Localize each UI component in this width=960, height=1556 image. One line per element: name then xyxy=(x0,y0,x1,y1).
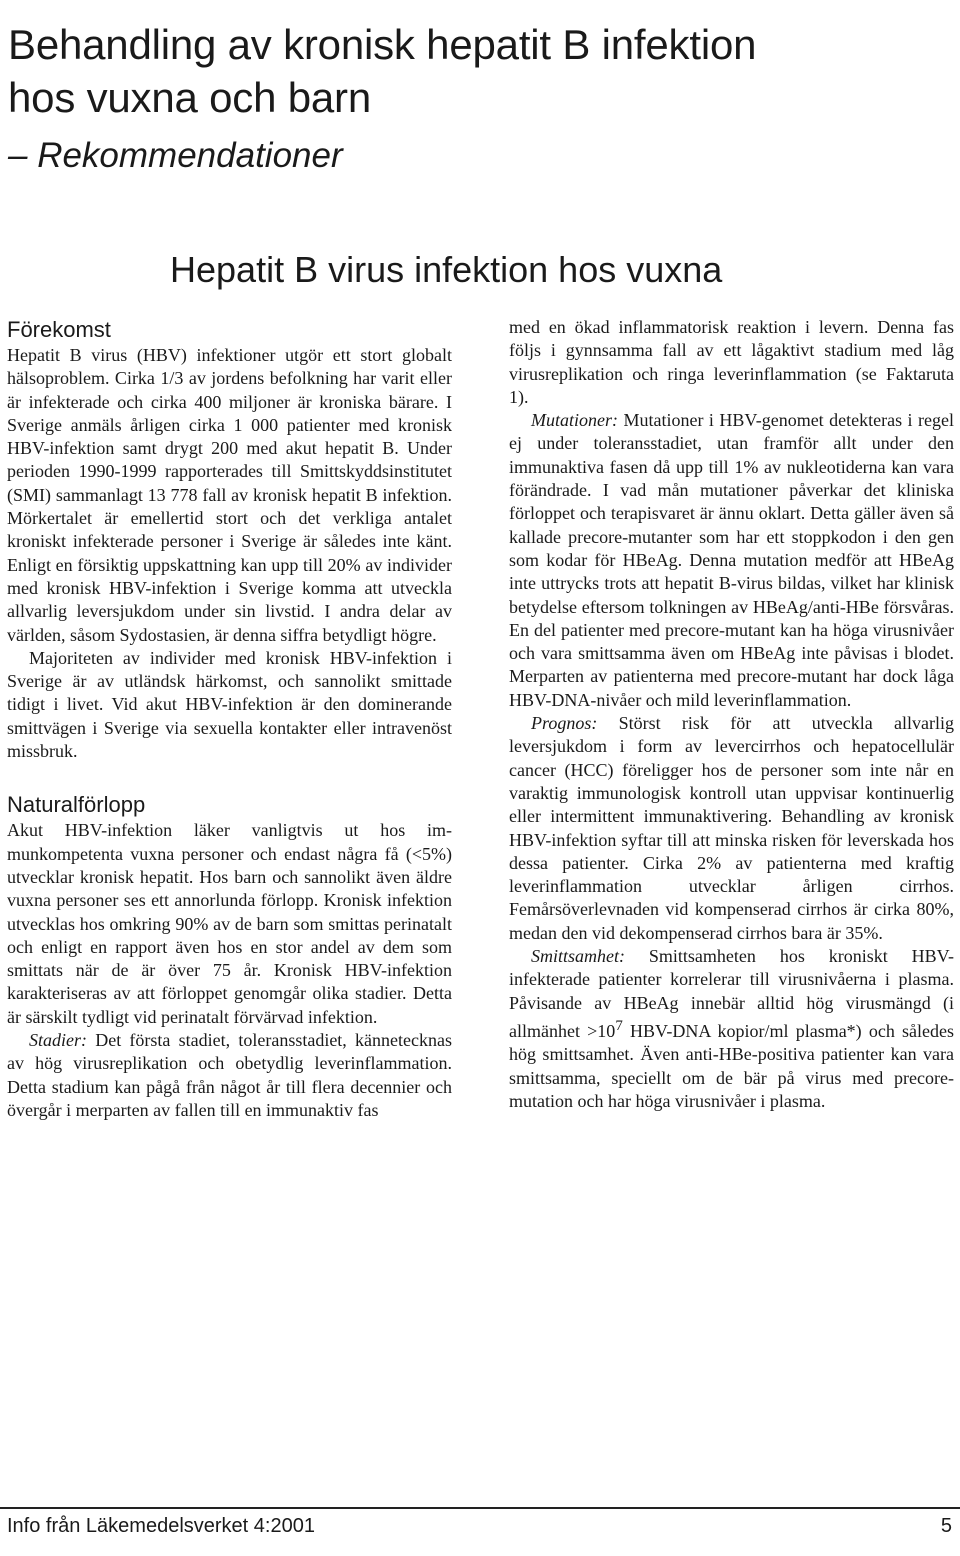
stadier-text: Det första stadiet, toleransstadiet, kännetecknas av hög virusreplikation och obetydlig leverinflammation. Detta stadium kan pågå från något år till flera decennier och övergår i merparten av fallen till en immunaktiv fas xyxy=(7,1030,452,1120)
smittsamhet-text-1: Smittsamheten hos kroniskt HBV-infekterade patienter korrelerar till virusnivåerna i plasma. Påvisande av HBeAg innebär alltid hög virusmängd (i allmänhet >10 xyxy=(509,946,954,1041)
section-title: Hepatit B virus infektion hos vuxna xyxy=(170,249,723,290)
paragraph-inflammatorisk: med en ökad inflammatorisk reaktion i levern. Denna fas följs i gynnsamma fall av ett lågaktivt stadium med låg virusreplikation och ringa leverinflammation (se Faktaruta 1). xyxy=(509,317,954,407)
right-column xyxy=(509,316,954,1113)
page-number: 5 xyxy=(940,1515,952,1537)
footer-source: Info från Läkemedelsverket 4:2001 xyxy=(7,1515,315,1537)
smittsamhet-text-2: HBV-DNA kopior/ml plasma*) och således hög smittsamhet. Även anti-HBe-positiva patienter kan vara smittsamma, speciellt om de bär på virus med precore-mutation och har höga virusnivåer i plasma. xyxy=(509,1020,955,1111)
prognos-lead: Prognos: xyxy=(531,713,598,734)
paragraph-majoriteten: Majoriteten av individer med kronisk HBV-infektion i Sverige är av utländsk härkomst, och sannolikt smittade tidigt i livet. Vid akut HBV-infektion är den dominerande smittvägen i Sverige via sexuella kontakter eller intravenöst missbruk. xyxy=(7,647,452,762)
mutationer-text: Mutationer i HBV-genomet detekteras i regel ej under toleransstadiet, utan framför allt under den immunaktiva fasen då upp till 1% av nukleotiderna kan vara förändrade. I vad mån mutationer påverkar det kliniska förloppet och terapisvaret är ännu oklart. Detta gäller även så kallade precore-mutanter som har ett stoppkodon i den gen som kodar för HBeAg. Denna mutation medför att HBeAg inte uttrycks trots att hepatit B-virus bildas, vilket har klinisk betydelse eftersom tolkningen av HBeAg/anti-HBe försvåras. En del patienter med precore-mutant kan ha höga virusnivåer och vara smittsamma även om HBeAg inte påvisas i blodet. Merparten av patienterna med precore-mutant har dock låga HBV-DNA-nivåer och mild leverinflammation. xyxy=(509,410,954,710)
document-subtitle: – Rekommendationer xyxy=(8,136,343,175)
paragraph-forekomst: Hepatit B virus (HBV) infektioner utgör ett stort globalt hälsoproblem. Cirka 1/3 av jordens befolkning har varit eller är infekterade och cirka 400 miljoner är kroniska bärare. I Sverige anmäls årligen cirka 1 000 patienter med kronisk HBV-infektion samt drygt 200 med akut hepatit B. Under perioden 1990-1999 rapporterades till Smittskyddsinstitutet (SMI) sammanlagt 13 778 fall av kronisk hepatit B infektion. Mörkertalet är emellertid stort och det verkliga antalet kroniskt infekterade personer i Sverige är således inte känt. Enligt en försiktig uppskattning kan upp till 20% av individer med kronisk HBV-infektion i Sverige komma att utveckla allvarlig leversjukdom under sin livstid. I andra delar av världen, såsom Sydostasien, är denna siffra betydligt högre. xyxy=(7,345,452,645)
mutationer-lead: Mutationer: xyxy=(531,410,618,431)
prognos-text: Störst risk för att utveckla allvarlig leversjukdom i form av levercirrhos och hepatocellulär cancer (HCC) föreligger hos de personer som inte når en varaktig immunologisk kontroll utan uppvisar kontinuerlig eller intermittent immunaktivering. Behandling av kronisk HBV-infektion syftar till att minska risken för leverskada hos dessa patienter. Cirka 2% av patienterna med kraftig leverinflammation utvecklar årligen cirrhos. Femårsöverlevnaden vid kompenserad cirrhos är cirka 80%, medan den vid dekompenserad cirrhos bara är 35%. xyxy=(509,713,954,943)
paragraph-smittsamhet xyxy=(509,945,954,1113)
exponent: 7 xyxy=(615,1017,623,1034)
heading-naturalforlopp: Naturalförlopp xyxy=(7,792,146,818)
paragraph-mutationer xyxy=(509,409,954,712)
stadier-lead: Stadier: xyxy=(29,1030,87,1051)
footer-divider xyxy=(0,1507,960,1509)
document-title xyxy=(8,18,953,124)
left-column xyxy=(7,316,452,1122)
paragraph-stadier xyxy=(7,1029,452,1122)
document-title-line-1: Behandling av kronisk hepatit B infektion xyxy=(8,21,757,68)
paragraph-prognos xyxy=(509,712,954,945)
document-title-line-2: hos vuxna och barn xyxy=(8,74,371,121)
heading-forekomst: Förekomst xyxy=(7,317,111,342)
smittsamhet-lead: Smittsamhet: xyxy=(531,946,625,967)
paragraph-akut-infektion: Akut HBV-infektion läker vanligtvis ut hos immunkompetenta vuxna personer och endast några få (<5%) utvecklar kronisk hepatit. Hos barn och sannolikt även äldre vuxna personer ses ett annorlunda förlopp. Kronisk infektion utvecklas hos omkring 90% av de barn som smittas perinatalt och enligt en rapport även hos en stor andel av dem som smittats när de är över 75 år. Kronisk HBV-infektion karakteriseras av att förloppet genomgår olika stadier. Detta är särskilt tydligt vid perinatalt förvärvad infektion. xyxy=(7,820,452,1027)
